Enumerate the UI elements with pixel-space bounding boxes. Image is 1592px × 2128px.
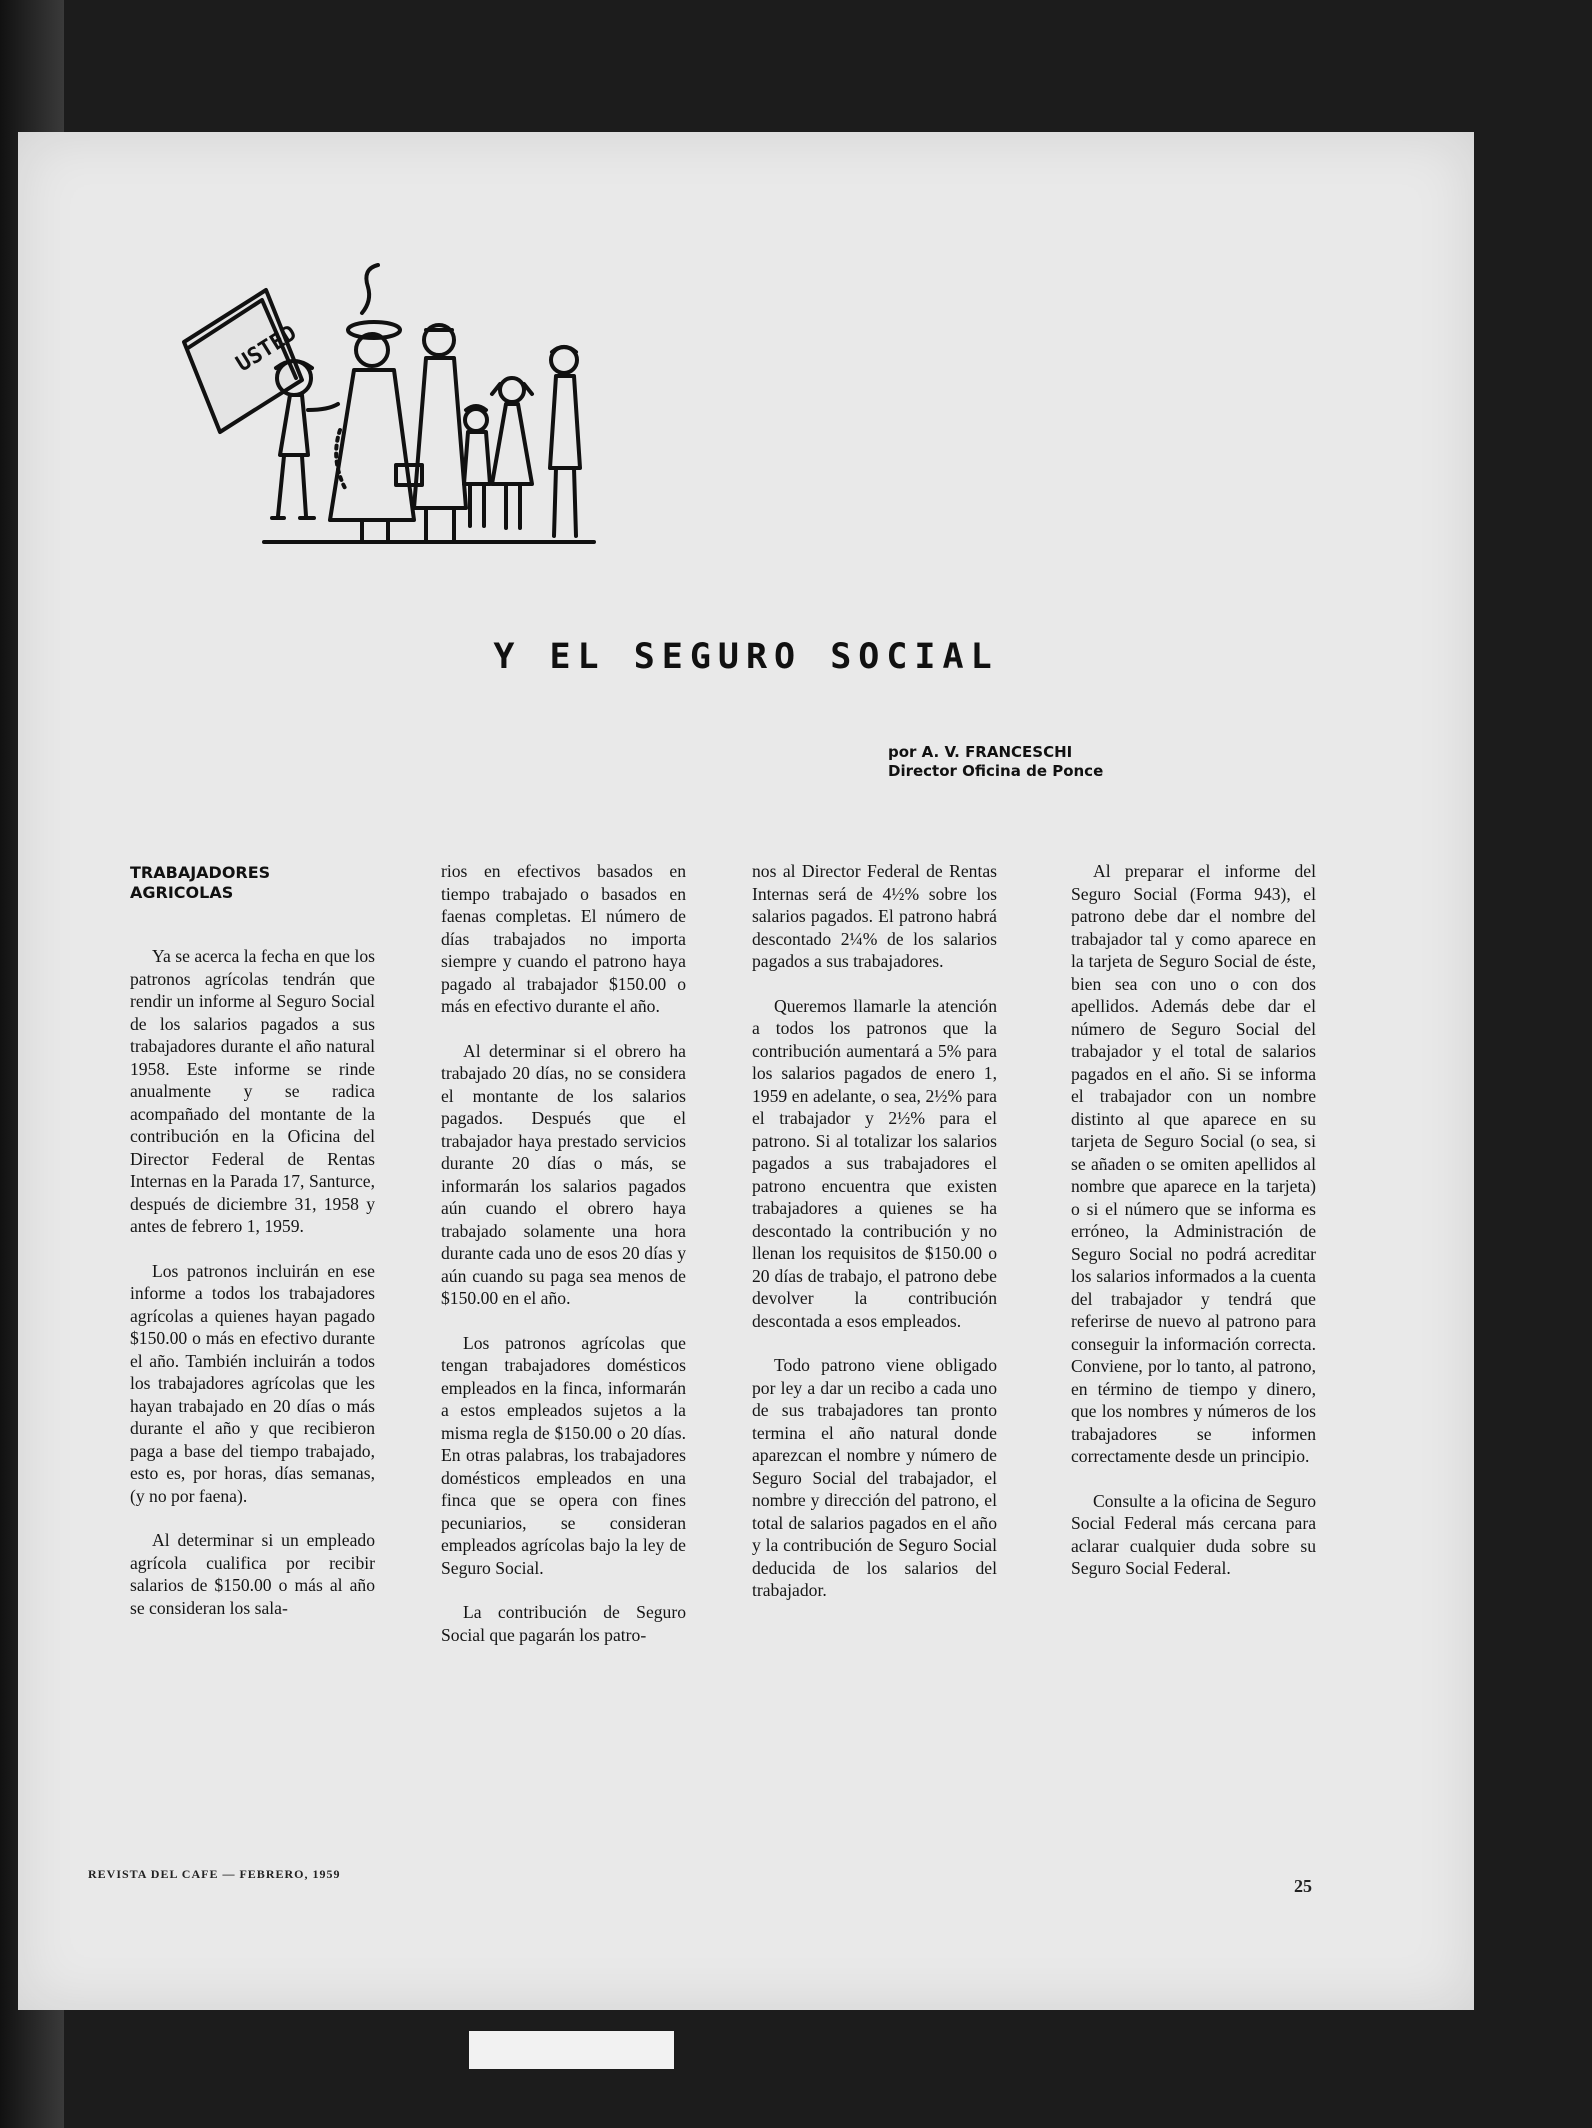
paragraph: Al determinar si un empleado agrícola cualifica por recibir salarios de $150.00 o más al año se consideran los sala-	[130, 1530, 375, 1618]
sign-text: USTED	[231, 320, 302, 378]
paragraph: Al preparar el informe del Seguro Social (Forma 943), el patrono debe dar el nombre del trabajador tal y como aparece en la tarjeta de Seguro Social de éste, bien sea con uno o con dos apellidos. Además debe dar el número de Seguro Social del trabajador y el total de salarios pagados en el año. Si se informa el trabajador con un nombre distinto al que aparece en su tarjeta de Seguro Social (o sea, si se añaden o se omiten apellidos al nombre que aparece en la tarjeta) o si el número que se informa es erróneo, la Administración de Seguro Social no podrá acreditar los salarios informados a la cuenta del trabajador y tendrá que referirse de nuevo al patrono para conseguir la información correcta. Conviene, por lo tanto, al patrono, en término de tiempo y dinero, que los nombres y números de los trabajadores se informen correctamente desde un principio.	[1071, 861, 1316, 1466]
paragraph: Los patronos agrícolas que tengan trabajadores domésticos empleados en la finca, informarán a estos empleados sujetos a la misma regla de $150.00 o 20 días. En otras palabras, los trabajadores domésticos empleados en una finca que se opera con fines pecuniarios, se consideran empleados agrícolas bajo la ley de Seguro Social.	[441, 1332, 686, 1578]
publication-footer: REVISTA DEL CAFE — FEBRERO, 1959	[88, 1867, 341, 1881]
magazine-page	[18, 132, 1474, 2010]
text-column-2	[441, 860, 686, 1668]
paragraph: nos al Director Federal de Rentas Internas será de 4½% sobre los salarios pagados. El patrono habrá descontado 2¼% de los salarios pagados a sus trabajadores.	[752, 861, 997, 971]
paragraph: Queremos llamarle la atención a todos los patronos que la contribución aumentará a 5% para los salarios pagados de enero 1, 1959 en adelante, o sea, 2½% para el trabajador y 2½% para el patrono. Si al totalizar los salarios pagados a sus trabajadores el patrono encuentra que existen trabajadores a quienes se ha descontado la contribución y no llenan los requisitos de $150.00 o 20 días de trabajo, el patrono debe devolver la contribución descontada a esos empleados.	[752, 995, 997, 1331]
paragraph: rios en efectivos basados en tiempo trabajado o basados en faenas completas. El número de días trabajados no importa siempre y cuando el patrono haya pagado al trabajador $150.00 o más en efectivo durante el año.	[441, 861, 686, 1016]
page-number: 25	[1294, 1876, 1312, 1896]
paragraph: Ya se acerca la fecha en que los patronos agrícolas tendrán que rendir un informe al Seguro Social de los salarios pagados a sus trabajadores durante el año natural 1958. Este informe se rinde anualmente y se radica acompañado del montante de la contribución en la Oficina del Director Federal de Rentas Internas en la Parada 17, Santurce, después de diciembre 31, 1958 y antes de febrero 1, 1959.	[130, 946, 375, 1236]
text-column-1	[130, 863, 375, 1641]
byline-position: Director Oficina de Ponce	[888, 762, 1104, 780]
byline	[888, 743, 1103, 781]
cartoon-illustration	[164, 260, 724, 555]
paragraph: Consulte a la oficina de Seguro Social Federal más cercana para aclarar cualquier duda sobre su Seguro Social Federal.	[1071, 1490, 1316, 1578]
text-column-4	[1071, 860, 1316, 1602]
scan-label	[469, 2031, 674, 2069]
section-heading: TRABAJADORES AGRICOLAS	[130, 863, 271, 902]
paragraph: Al determinar si el obrero ha trabajado 20 días, no se considera el montante de los salarios pagados. Después que el trabajador haya prestado servicios durante 20 días o más, se informarán los salarios pagados aún cuando el obrero haya trabajado solamente una hora durante cada uno de esos 20 días y aún cuando su paga sea menos de $150.00 en el año.	[441, 1040, 686, 1308]
article-title: Y EL SEGURO SOCIAL	[493, 637, 999, 677]
paragraph: La contribución de Seguro Social que pagarán los patro-	[441, 1602, 686, 1645]
paragraph: Los patronos incluirán en ese informe a todos los trabajadores agrícolas a quienes hayan pagado $150.00 o más en efectivo durante el año. También incluirán a todos los trabajadores agrícolas que les hayan trabajado en 20 días o más durante el año y que recibieron paga a base del tiempo trabajado, esto es, por horas, días semanas, (y no por faena).	[130, 1260, 375, 1506]
byline-author: por A. V. FRANCESCHI	[888, 743, 1073, 761]
paragraph: Todo patrono viene obligado por ley a dar un recibo a cada uno de sus trabajadores tan pronto termina el año natural donde aparezcan el nombre y número de Seguro Social del trabajador, el nombre y dirección del patrono, el total de salarios pagados en el año y la contribución de Seguro Social deducida de los salarios del trabajador.	[752, 1355, 997, 1600]
text-column-3	[752, 860, 997, 1624]
